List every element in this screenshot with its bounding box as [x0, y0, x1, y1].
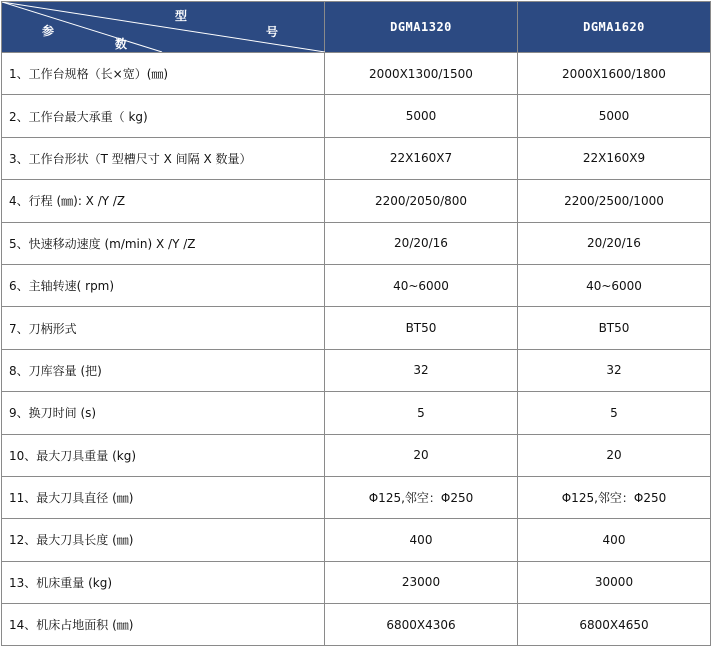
table-row	[2, 307, 711, 349]
header-param-label: 参	[42, 24, 55, 38]
spec-table	[1, 1, 711, 646]
model1-value-cell: 40~6000	[325, 264, 518, 306]
param-name-cell: 4、行程 (㎜): X /Y /Z	[2, 180, 325, 222]
table-row	[2, 180, 711, 222]
param-name-cell: 7、刀柄形式	[2, 307, 325, 349]
model-header-1: DGMA1320	[325, 2, 518, 53]
table-row	[2, 222, 711, 264]
param-name-cell: 11、最大刀具直径 (㎜)	[2, 476, 325, 518]
header-type-label: 型	[175, 9, 188, 23]
table-row	[2, 95, 711, 137]
model2-value-cell: 6800X4650	[518, 604, 711, 646]
param-name-cell: 12、最大刀具长度 (㎜)	[2, 519, 325, 561]
model2-value-cell: 5	[518, 392, 711, 434]
model-header-2: DGMA1620	[518, 2, 711, 53]
table-row	[2, 434, 711, 476]
param-name-cell: 2、工作台最大承重（ kg)	[2, 95, 325, 137]
param-name-cell: 6、主轴转速( rpm)	[2, 264, 325, 306]
model2-value-cell: 5000	[518, 95, 711, 137]
table-row	[2, 604, 711, 646]
model1-value-cell: 5000	[325, 95, 518, 137]
table-row	[2, 53, 711, 95]
model2-value-cell: 32	[518, 349, 711, 391]
table-row	[2, 137, 711, 179]
table-row	[2, 392, 711, 434]
header-number-label: 号	[266, 25, 279, 39]
table-row	[2, 264, 711, 306]
model2-value-cell: 30000	[518, 561, 711, 603]
model2-value-cell: 2200/2500/1000	[518, 180, 711, 222]
model1-value-cell: Φ125,邻空：Φ250	[325, 476, 518, 518]
table-row	[2, 561, 711, 603]
model1-value-cell: 400	[325, 519, 518, 561]
model1-value-cell: 32	[325, 349, 518, 391]
model2-value-cell: 40~6000	[518, 264, 711, 306]
param-name-cell: 13、机床重量 (kg)	[2, 561, 325, 603]
param-name-cell: 10、最大刀具重量 (kg)	[2, 434, 325, 476]
model1-value-cell: 2000X1300/1500	[325, 53, 518, 95]
param-name-cell: 5、快速移动速度 (m/min) X /Y /Z	[2, 222, 325, 264]
table-header	[2, 2, 711, 53]
model2-value-cell: 20/20/16	[518, 222, 711, 264]
model1-value-cell: 20/20/16	[325, 222, 518, 264]
table-row	[2, 349, 711, 391]
model1-value-cell: BT50	[325, 307, 518, 349]
diagonal-header-cell	[2, 2, 325, 53]
param-name-cell: 1、工作台规格（长×宽）(㎜)	[2, 53, 325, 95]
table-row	[2, 519, 711, 561]
model2-value-cell: 2000X1600/1800	[518, 53, 711, 95]
model1-value-cell: 2200/2050/800	[325, 180, 518, 222]
header-shu-label: 数	[115, 37, 128, 51]
model2-value-cell: BT50	[518, 307, 711, 349]
table-row	[2, 476, 711, 518]
model1-value-cell: 6800X4306	[325, 604, 518, 646]
model2-value-cell: Φ125,邻空：Φ250	[518, 476, 711, 518]
model2-value-cell: 400	[518, 519, 711, 561]
param-name-cell: 8、刀库容量 (把)	[2, 349, 325, 391]
table-body	[2, 53, 711, 646]
model2-value-cell: 22X160X9	[518, 137, 711, 179]
param-name-cell: 14、机床占地面积 (㎜)	[2, 604, 325, 646]
param-name-cell: 3、工作台形状（T 型槽尺寸 X 间隔 X 数量）	[2, 137, 325, 179]
model1-value-cell: 5	[325, 392, 518, 434]
param-name-cell: 9、换刀时间 (s)	[2, 392, 325, 434]
model2-value-cell: 20	[518, 434, 711, 476]
model1-value-cell: 22X160X7	[325, 137, 518, 179]
model1-value-cell: 23000	[325, 561, 518, 603]
model1-value-cell: 20	[325, 434, 518, 476]
